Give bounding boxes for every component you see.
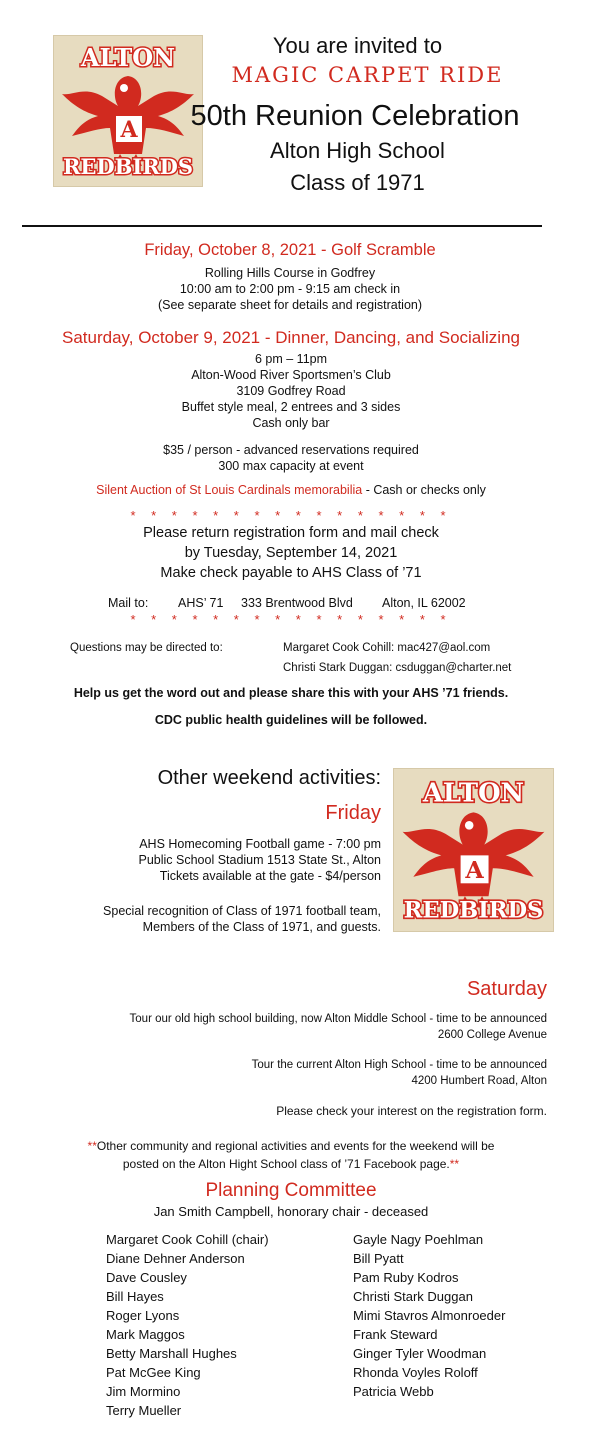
header-divider bbox=[22, 225, 542, 227]
share-note: Help us get the word out and please share this with your AHS ’71 friends. bbox=[73, 686, 509, 700]
tour-middle-school bbox=[20, 1011, 547, 1043]
community-line: Other community and regional activities and events for the weekend will be bbox=[96, 1139, 495, 1153]
football-line: Public School Stadium 1513 State St., Alton bbox=[138, 853, 381, 867]
football-line: Tickets available at the gate - $4/person bbox=[159, 869, 381, 883]
silent-auction bbox=[0, 482, 582, 498]
auction-title: Silent Auction of St Louis Cardinals memorabilia bbox=[96, 483, 363, 497]
event-title: 50th Reunion Celebration bbox=[190, 100, 520, 132]
stars-divider: * * * * * * * * * * * * * * * * bbox=[130, 508, 452, 523]
committee-member: Bill Pyatt bbox=[353, 1251, 404, 1266]
auction-payment: - Cash or checks only bbox=[362, 483, 486, 497]
community-note bbox=[0, 1137, 582, 1173]
mail-city: Alton, IL 62002 bbox=[382, 596, 466, 610]
committee-member: Rhonda Voyles Roloff bbox=[353, 1365, 478, 1380]
cdc-note: CDC public health guidelines will be followed. bbox=[154, 713, 428, 727]
committee-member: Mark Maggos bbox=[106, 1327, 185, 1342]
mail-label: Mail to: bbox=[108, 596, 149, 610]
saturday-dinner-title: Saturday, October 9, 2021 - Dinner, Dancing, and Socializing bbox=[61, 328, 520, 347]
committee-member: Bill Hayes bbox=[106, 1289, 164, 1304]
pricing bbox=[0, 442, 582, 474]
saturday-line: Buffet style meal, 2 entrees and 3 sides bbox=[181, 400, 401, 414]
saturday-line: 6 pm – 11pm bbox=[254, 352, 328, 366]
logo-letter: A bbox=[120, 117, 138, 143]
class-year: Class of 1971 bbox=[290, 170, 425, 195]
saturday-line: 3109 Godfrey Road bbox=[236, 384, 346, 398]
registration-line: Please return registration form and mail check bbox=[143, 525, 439, 541]
friday-label: Friday bbox=[325, 802, 381, 824]
saturday-line: Cash only bar bbox=[252, 416, 330, 430]
committee-member: Dave Cousley bbox=[106, 1270, 187, 1285]
friday-details bbox=[0, 265, 580, 313]
registration-payable: Make check payable to AHS Class of ’71 bbox=[160, 565, 422, 581]
committee-right-column bbox=[353, 1230, 505, 1401]
logo-bottom-text: REDBIRDS bbox=[62, 154, 194, 179]
school-name: Alton High School bbox=[270, 138, 445, 163]
tour-address: 4200 Humbert Road, Alton bbox=[411, 1075, 547, 1087]
asterisks: ** bbox=[449, 1157, 460, 1171]
football-line: AHS Homecoming Football game - 7:00 pm bbox=[139, 837, 381, 851]
committee-member: Pam Ruby Kodros bbox=[353, 1270, 459, 1285]
committee-member: Pat McGee King bbox=[106, 1365, 201, 1380]
check-interest-note: Please check your interest on the registration form. bbox=[276, 1104, 547, 1118]
honorary-chair: Jan Smith Campbell, honorary chair - deceased bbox=[153, 1204, 429, 1219]
friday-line: 10:00 am to 2:00 pm - 9:15 am check in bbox=[179, 282, 401, 296]
friday-line: Rolling Hills Course in Godfrey bbox=[204, 266, 376, 280]
committee-member: Ginger Tyler Woodman bbox=[353, 1346, 487, 1361]
logo-top-text: ALTON bbox=[422, 778, 525, 809]
invited-text: You are invited to bbox=[272, 33, 443, 58]
friday-golf-title: Friday, October 8, 2021 - Golf Scramble bbox=[144, 241, 436, 259]
committee-member: Betty Marshall Hughes bbox=[106, 1346, 237, 1361]
committee-member: Terry Mueller bbox=[106, 1403, 182, 1418]
friday-line: (See separate sheet for details and registration) bbox=[157, 298, 423, 312]
theme-title: MAGIC CARPET RIDE bbox=[231, 63, 504, 87]
saturday-details bbox=[0, 351, 582, 431]
registration-deadline: by Tuesday, September 14, 2021 bbox=[184, 545, 398, 561]
registration-info bbox=[0, 523, 582, 583]
capacity-line: 300 max capacity at event bbox=[218, 459, 364, 473]
committee-member: Roger Lyons bbox=[106, 1308, 180, 1323]
mail-name: AHS’ 71 bbox=[178, 596, 224, 610]
committee-member: Gayle Nagy Poehlman bbox=[353, 1232, 484, 1247]
contact-margaret[interactable]: Margaret Cook Cohill: mac427@aol.com bbox=[283, 642, 491, 654]
tour-line: Tour the current Alton High School - time to be announced bbox=[251, 1059, 547, 1071]
alton-redbirds-logo bbox=[393, 768, 554, 932]
mail-street: 333 Brentwood Blvd bbox=[241, 596, 353, 610]
community-line: posted on the Alton Hight School class of ’71 Facebook page. bbox=[122, 1157, 450, 1171]
committee-left-column bbox=[106, 1230, 269, 1420]
saturday-line: Alton-Wood River Sportsmen’s Club bbox=[191, 368, 391, 382]
recognition-details bbox=[40, 903, 381, 935]
committee-member: Jim Mormino bbox=[106, 1384, 181, 1399]
tour-line: Tour our old high school building, now Alton Middle School - time to be announced bbox=[129, 1013, 547, 1025]
committee-member: Margaret Cook Cohill (chair) bbox=[106, 1232, 269, 1247]
football-details bbox=[40, 836, 381, 884]
logo-letter: A bbox=[465, 855, 484, 884]
tour-high-school bbox=[20, 1057, 547, 1089]
recognition-line: Members of the Class of 1971, and guests. bbox=[142, 920, 381, 934]
price-line: $35 / person - advanced reservations required bbox=[163, 443, 419, 457]
questions-label: Questions may be directed to: bbox=[70, 642, 223, 654]
stars-divider: * * * * * * * * * * * * * * * * bbox=[130, 612, 452, 627]
contact-christi[interactable]: Christi Stark Duggan: csduggan@charter.net bbox=[283, 662, 512, 674]
other-activities-title: Other weekend activities: bbox=[157, 767, 381, 789]
asterisks: ** bbox=[87, 1139, 97, 1153]
committee-member: Christi Stark Duggan bbox=[353, 1289, 473, 1304]
tour-address: 2600 College Avenue bbox=[437, 1029, 547, 1041]
logo-bottom-text: REDBIRDS bbox=[403, 897, 544, 924]
saturday-label: Saturday bbox=[466, 978, 547, 1000]
committee-member: Diane Dehner Anderson bbox=[106, 1251, 245, 1266]
committee-member: Patricia Webb bbox=[353, 1384, 434, 1399]
committee-member: Mimi Stavros Almonroeder bbox=[353, 1308, 506, 1323]
recognition-line: Special recognition of Class of 1971 football team, bbox=[103, 904, 381, 918]
committee-title: Planning Committee bbox=[205, 1180, 377, 1201]
logo-top-text: ALTON bbox=[80, 43, 176, 72]
committee-member: Frank Steward bbox=[353, 1327, 438, 1342]
